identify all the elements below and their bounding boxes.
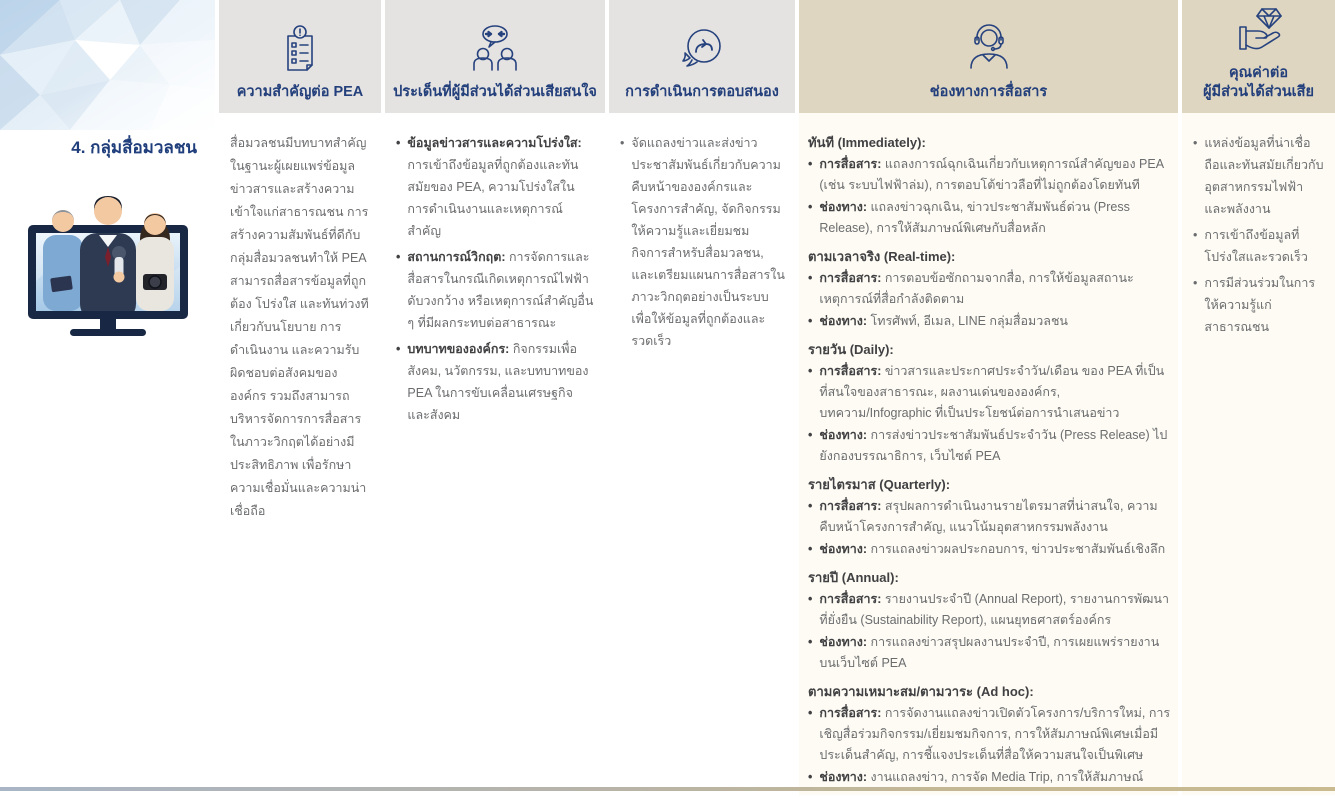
channel-bullet: • การสื่อสาร: ข่าวสารและประกาศประจำวัน/เดือน ของ PEA ที่เป็นที่สนใจของสาธารณะ, ผลงานเด่นขององค์กร, บทความ/Infographic ที่เป็นประโยชน์ต่อการนำเสนอข่าว [808,361,1172,424]
bullet-icon: • [808,499,813,513]
channel-bullet: • ช่องทาง: การแถลงข่าวผลประกอบการ, ข่าวประชาสัมพันธ์เชิงลึก [808,539,1172,560]
value-item: • การมีส่วนร่วมในการให้ความรู้แก่สาธารณชน [1193,272,1325,338]
footer-gradient-rule [0,787,1335,791]
bullet-icon: • [396,342,401,356]
bullet-icon: • [808,314,813,328]
channel-bullet: • ช่องทาง: การส่งข่าวประชาสัมพันธ์ประจำวัน (Press Release) ไปยังกองบรรณาธิการ, เว็บไซต์ PEA [808,425,1172,467]
column-header-values [1182,0,1335,113]
channel-section-immediately: ทันที (Immediately): • การสื่อสาร: แถลงการณ์ฉุกเฉินเกี่ยวกับเหตุการณ์สำคัญของ PEA (เช่น ระบบไฟฟ้าล่ม), การตอบโต้ข่าวลือที่ไม่ถูกต้องโดยทันที • ช่องทาง: แถลงข่าวฉุกเฉิน, ข่าวประชาสัมพันธ์ด่วน (Press Release), การให้สัมภาษณ์พิเศษกับสื่อหลัก [808,132,1172,239]
bullet-icon: • [1193,228,1198,242]
corner-decoration [0,0,215,113]
channel-section-quarterly: รายไตรมาส (Quarterly): • การสื่อสาร: สรุปผลการดำเนินงานรายไตรมาสที่น่าสนใจ, ความคืบหน้าโครงการสำคัญ, แนวโน้มอุตสาหกรรมพลังงาน • ช่องทาง: การแถลงข่าวผลประกอบการ, ข่าวประชาสัมพันธ์เชิงลึก [808,474,1172,560]
channel-bullet: • การสื่อสาร: การตอบข้อซักถามจากสื่อ, การให้ข้อมูลสถานะเหตุการณ์ที่สื่อกำลังติดตาม [808,268,1172,310]
issue-item: • ข้อมูลข่าวสารและความโปร่งใส: การเข้าถึงข้อมูลที่ถูกต้องและทันสมัยของ PEA, ความโปร่งใสในการดำเนินงานและเหตุการณ์สำคัญ [396,132,595,242]
bullet-icon: • [1193,136,1198,150]
hand-diamond-icon [1232,3,1286,55]
bullet-icon: • [808,200,813,214]
bullet-icon: • [808,592,813,606]
channel-bullet: • การสื่อสาร: สรุปผลการดำเนินงานรายไตรมาสที่น่าสนใจ, ความคืบหน้าโครงการสำคัญ, แนวโน้มอุตสาหกรรมพลังงาน [808,496,1172,538]
response-item: • จัดแถลงข่าวและส่งข่าวประชาสัมพันธ์เกี่ยวกับความคืบหน้าขององค์กรและโครงการสำคัญ, จัดกิจกรรมให้ความรู้และเยี่ยมชมกิจการสำหรับสื่อมวลชน, และเตรียมแผนการสื่อสารในภาวะวิกฤตอย่างเป็นระบบ เพื่อให้ข้อมูลที่ถูกต้องและรวดเร็ว [620,132,785,352]
people-discussion-icon [469,24,521,74]
column-header-label: ความสำคัญต่อ PEA [236,84,364,101]
channel-bullet: • ช่องทาง: งานแถลงข่าว, การจัด Media Trip, การให้สัมภาษณ์ [808,767,1172,788]
media-group-illustration [0,171,215,350]
value-item: • การเข้าถึงข้อมูลที่โปร่งใสและรวดเร็ว [1193,224,1325,268]
column-header-issues [385,0,605,113]
support-agent-icon [963,22,1015,74]
bullet-icon: • [808,542,813,556]
bullet-icon: • [808,770,813,784]
issue-item: • สถานการณ์วิกฤต: การจัดการและสื่อสารในกรณีเกิดเหตุการณ์ไฟฟ้าดับวงกว้าง หรือเหตุการณ์สำคัญอื่น ๆ ที่มีผลกระทบต่อสาธารณะ [396,246,595,334]
bullet-icon: • [808,635,813,649]
bullet-icon: • [396,136,401,150]
stakeholder-group-title: 4. กลุ่มสื่อมวลชน [71,138,197,157]
value-item: • แหล่งข้อมูลที่น่าเชื่อถือและทันสมัยเกี่ยวกับอุตสาหกรรมไฟฟ้าและพลังงาน [1193,132,1325,220]
channel-bullet: • ช่องทาง: แถลงข่าวฉุกเฉิน, ข่าวประชาสัมพันธ์ด่วน (Press Release), การให้สัมภาษณ์พิเศษกับสื่อหลัก [808,197,1172,239]
channels-cell [799,113,1178,795]
channel-bullet: • การสื่อสาร: การจัดงานแถลงข่าวเปิดตัวโครงการ/บริการใหม่, การเชิญสื่อร่วมกิจกรรม/เยี่ยมชมกิจการ, การให้สัมภาษณ์พิเศษเมื่อมีประเด็นสำคัญ, การชี้แจงประเด็นที่สื่อให้ความสนใจเป็นพิเศษ [808,703,1172,766]
column-header-label: ประเด็นที่ผู้มีส่วนได้ส่วนเสียสนใจ [393,84,597,101]
channel-section-daily: รายวัน (Daily): • การสื่อสาร: ข่าวสารและประกาศประจำวัน/เดือน ของ PEA ที่เป็นที่สนใจของสาธารณะ, ผลงานเด่นขององค์กร, บทความ/Infographic ที่เป็นประโยชน์ต่อการนำเสนอข่าว • ช่องทาง: การส่งข่าวประชาสัมพันธ์ประจำวัน (Press Release) ไปยังกองบรรณาธิการ, เว็บไซต์ PEA [808,339,1172,467]
issues-cell [385,113,605,795]
bullet-icon: • [808,706,813,720]
column-header-importance [219,0,381,113]
clipboard-alert-icon [277,24,323,74]
column-header-label: การดำเนินการตอบสนอง [625,84,779,101]
bullet-icon: • [808,271,813,285]
importance-cell [219,113,381,795]
values-cell [1182,113,1335,795]
bullet-icon: • [1193,276,1198,290]
channel-bullet: • ช่องทาง: โทรศัพท์, อีเมล, LINE กลุ่มสื่อมวลชน [808,311,1172,332]
column-header-channels [799,0,1178,113]
bullet-icon: • [396,250,401,264]
stakeholder-group-cell [0,113,215,795]
bullet-icon: • [808,428,813,442]
bullet-icon: • [808,157,813,171]
column-header-label: ช่องทางการสื่อสาร [929,84,1048,101]
bullet-icon: • [808,364,813,378]
column-header-response [609,0,795,113]
channel-section-realtime: ตามเวลาจริง (Real-time): • การสื่อสาร: การตอบข้อซักถามจากสื่อ, การให้ข้อมูลสถานะเหตุการณ์ที่สื่อกำลังติดตาม • ช่องทาง: โทรศัพท์, อีเมล, LINE กลุ่มสื่อมวลชน [808,246,1172,332]
importance-text: สื่อมวลชนมีบทบาทสำคัญในฐานะผู้เผยแพร่ข้อมูลข่าวสารและสร้างความเข้าใจแก่สาธารณชน การสร้างความสัมพันธ์ที่ดีกับกลุ่มสื่อมวลชนทำให้ PEA สามารถสื่อสารข้อมูลที่ถูกต้อง โปร่งใส และทันท่วงทีเกี่ยวกับนโยบาย การดำเนินงาน และความรับผิดชอบต่อสังคมขององค์กร รวมถึงสามารถบริหารจัดการการสื่อสารในภาวะวิกฤตได้อย่างมีประสิทธิภาพ เพื่อรักษาความเชื่อมั่นและความน่าเชื่อถือ [230,136,369,518]
channel-bullet: • การสื่อสาร: แถลงการณ์ฉุกเฉินเกี่ยวกับเหตุการณ์สำคัญของ PEA (เช่น ระบบไฟฟ้าล่ม), การตอบโต้ข่าวลือที่ไม่ถูกต้องโดยทันที [808,154,1172,196]
chat-share-icon [676,24,728,74]
channel-bullet: • ช่องทาง: การแถลงข่าวสรุปผลงานประจำปี, การเผยแพร่รายงานบนเว็บไซต์ PEA [808,632,1172,674]
channel-bullet: • การสื่อสาร: รายงานประจำปี (Annual Report), รายงานการพัฒนาที่ยั่งยืน (Sustainability Report), แผนยุทธศาสตร์องค์กร [808,589,1172,631]
channel-section-adhoc: ตามความเหมาะสม/ตามวาระ (Ad hoc): • การสื่อสาร: การจัดงานแถลงข่าวเปิดตัวโครงการ/บริการใหม่, การเชิญสื่อร่วมกิจกรรม/เยี่ยมชมกิจการ, การให้สัมภาษณ์พิเศษเมื่อมีประเด็นสำคัญ, การชี้แจงประเด็นที่สื่อให้ความสนใจเป็นพิเศษ • ช่องทาง: งานแถลงข่าว, การจัด Media Trip, การให้สัมภาษณ์ [808,681,1172,788]
response-cell [609,113,795,795]
column-header-label: คุณค่าต่อ ผู้มีส่วนได้ส่วนเสีย [1203,65,1314,101]
channel-section-annual: รายปี (Annual): • การสื่อสาร: รายงานประจำปี (Annual Report), รายงานการพัฒนาที่ยั่งยืน (Sustainability Report), แผนยุทธศาสตร์องค์กร • ช่องทาง: การแถลงข่าวสรุปผลงานประจำปี, การเผยแพร่รายงานบนเว็บไซต์ PEA [808,567,1172,674]
polygon-pattern-decoration [0,0,215,130]
bullet-icon: • [620,136,625,150]
issue-item: • บทบาทขององค์กร: กิจกรรมเพื่อสังคม, นวัตกรรม, และบทบาทของ PEA ในการขับเคลื่อนเศรษฐกิจและสังคม [396,338,595,426]
